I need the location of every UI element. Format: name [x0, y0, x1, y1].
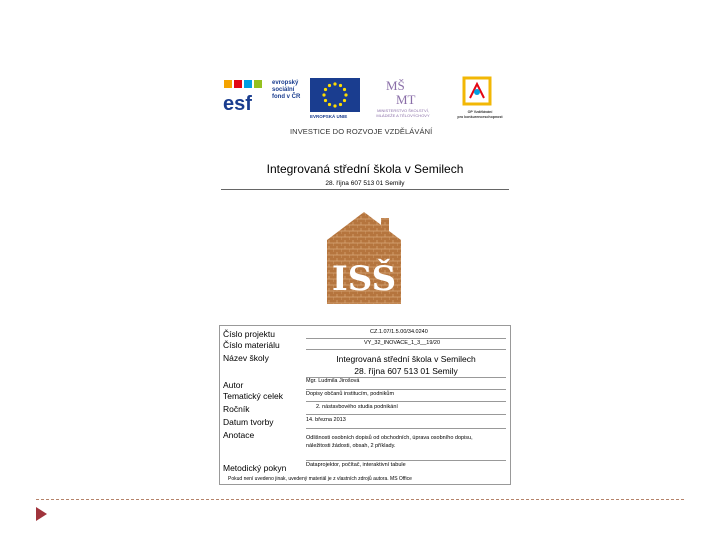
label-anotace: Anotace [223, 430, 255, 440]
svg-text:MT: MT [396, 92, 416, 106]
invest-slogan: INVESTICE DO ROZVOJE VZDĚLÁVÁNÍ [290, 127, 433, 136]
play-arrow-icon [36, 507, 47, 521]
school-title: Integrovaná střední škola v Semilech [266, 162, 464, 176]
row-divider [306, 460, 506, 461]
msmt-caption-line1: MINISTERSTVO ŠKOLSTVÍ, [377, 108, 429, 113]
esf-caption-line3: fond v ČR [272, 94, 301, 100]
msmt-caption-line2: MLÁDEŽE A TĚLOVÝCHOVY [376, 113, 430, 118]
title-divider [221, 189, 509, 190]
value-anotace-line1: Odlišnosti osobních dopisů od obchodních, úprava osobního dopisu, [306, 435, 473, 441]
value-tematicky-celek: Dopisy občanů institucím, podnikům [306, 391, 395, 397]
esf-caption-line2: sociální [272, 87, 295, 93]
value-metodicky-pokyn: Dataprojektor, počítač, interaktivní tabule [306, 462, 406, 468]
esf-logo [222, 78, 270, 114]
row-divider [306, 389, 506, 390]
school-address: 28. října 607 513 01 Semily [325, 180, 405, 187]
eu-caption: EVROPSKÁ UNIE [310, 114, 348, 119]
logo-banner [222, 70, 514, 140]
value-nazev-skoly-2: 28. října 607 513 01 Semily [354, 366, 458, 376]
value-cislo-materialu: VY_32_INOVACE_1_3__19/20 [364, 340, 441, 346]
value-nazev-skoly-1: Integrovaná střední škola v Semilech [336, 354, 476, 364]
label-datum-tvorby: Datum tvorby [223, 417, 274, 427]
msmt-logo [382, 76, 432, 106]
label-autor: Autor [223, 380, 244, 390]
op-caption [448, 110, 512, 119]
row-divider [306, 338, 506, 339]
value-datum-tvorby: 14. března 2013 [306, 417, 346, 423]
value-anotace-line2: náležitosti žádosti, obsah, 2 příklady. [306, 443, 396, 449]
source-note: Pokud není uvedeno jinak, uvedený materiál je z vlastních zdrojů autora. MS Office [228, 476, 412, 482]
emblem-text: ISŠ [331, 259, 397, 299]
row-divider [306, 401, 506, 402]
eu-flag-logo [310, 78, 360, 112]
label-cislo-materialu: Číslo materiálu [223, 340, 280, 350]
value-cislo-projektu: CZ.1.07/1.5.00/34.0240 [370, 329, 428, 335]
material-info-card [219, 325, 511, 485]
svg-text:esf: esf [223, 93, 252, 114]
row-divider [306, 349, 506, 350]
msmt-caption [368, 108, 438, 118]
row-divider [306, 414, 506, 415]
op-vk-logo [460, 74, 494, 108]
label-rocnik: Ročník [223, 404, 250, 414]
value-rocnik: 2. nástavbového studia podnikání [316, 404, 398, 410]
op-caption-line1: OP Vzdělávání [467, 110, 493, 114]
value-autor: Mgr. Ludmila Jirošová [306, 378, 360, 384]
dashed-divider [36, 499, 684, 500]
esf-caption-line1: evropský [272, 80, 299, 86]
label-cislo-projektu: Číslo projektu [223, 329, 275, 339]
esf-caption [272, 80, 300, 101]
op-caption-line2: pro konkurenceschopnost [457, 114, 503, 119]
label-tematicky-celek: Tematický celek [223, 391, 283, 401]
label-nazev-skoly: Název školy [223, 353, 269, 363]
svg-text:MŠ: MŠ [386, 78, 405, 93]
label-metodicky-pokyn: Metodický pokyn [223, 463, 287, 473]
row-divider [306, 428, 506, 429]
iss-emblem [325, 210, 403, 306]
